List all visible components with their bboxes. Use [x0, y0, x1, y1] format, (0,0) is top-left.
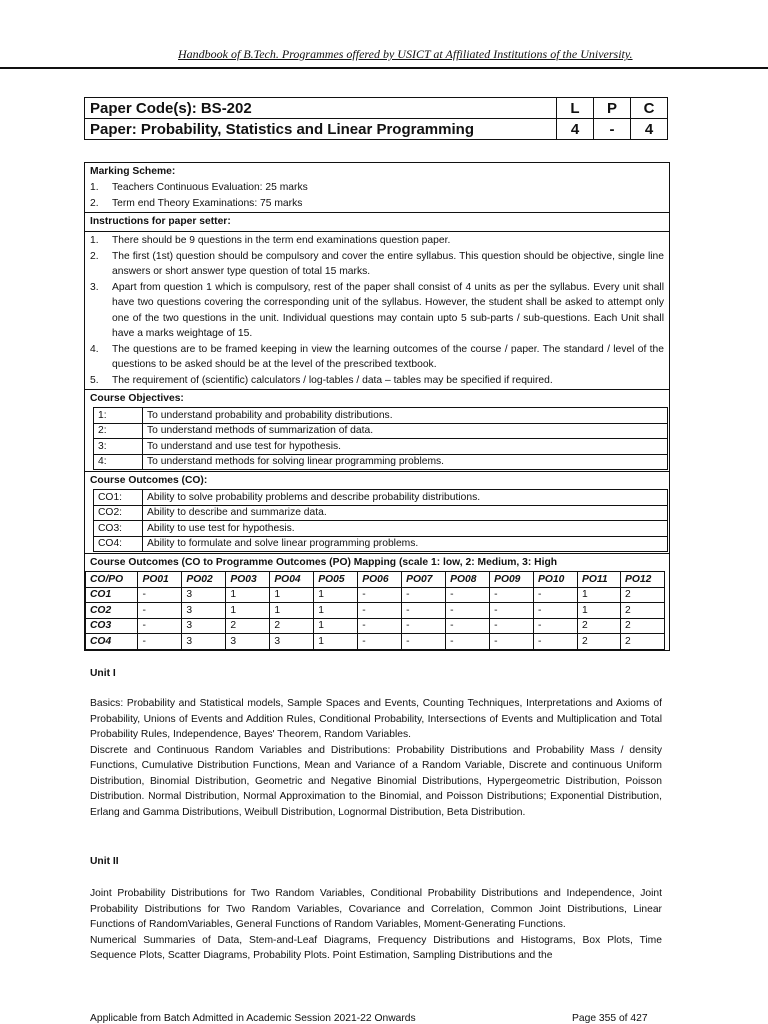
- header-rule: [0, 67, 768, 69]
- mapping-header-cell: PO09: [490, 572, 534, 588]
- unit-1-heading: Unit I: [90, 668, 116, 679]
- unit-2-body: [90, 886, 662, 964]
- marking-scheme: [85, 163, 669, 213]
- mapping-header-cell: PO08: [446, 572, 490, 588]
- mapping-cell: 1: [314, 618, 358, 634]
- mapping-cell: 1: [314, 603, 358, 619]
- outcome-row: CO1: Ability to solve probability problems and describe probability distributions.: [94, 490, 668, 506]
- mapping-header-cell: PO11: [577, 572, 620, 588]
- mapping-cell: -: [446, 603, 490, 619]
- outcome-row: CO4: Ability to formulate and solve linear programming problems.: [94, 536, 668, 552]
- mapping-cell: -: [446, 634, 490, 650]
- unit-1-paragraph-1: Basics: Probability and Statistical models, Sample Spaces and Events, Counting Techniques, Interpretations and Axioms of Probability, Unions of Events and Addition Rules, Conditional Probability, Intersections of Events and Multiplication and Total Probability Rules, Independence, Bayes' Theorem, Random Variables.: [90, 698, 662, 740]
- c-header: C: [631, 98, 668, 119]
- mapping-cell: 2: [270, 618, 314, 634]
- objectives-title: Course Objectives:: [90, 393, 184, 404]
- mapping-cell: -: [402, 618, 446, 634]
- mapping-cell: -: [490, 618, 534, 634]
- mapping-row: [86, 618, 665, 634]
- mapping-cell: -: [402, 603, 446, 619]
- instruction-item: 5. The requirement of (scientific) calculators / log-tables / data – tables may be specified if required.: [90, 374, 553, 386]
- mapping-row-label: CO3: [86, 618, 138, 634]
- objective-row: 4: To understand methods for solving linear programming problems.: [94, 454, 668, 470]
- mapping-header-row: [86, 572, 665, 588]
- mapping-header-cell: PO05: [314, 572, 358, 588]
- marking-item: 1. Teachers Continuous Evaluation: 25 marks: [90, 182, 308, 193]
- mapping-row: [86, 603, 665, 619]
- mapping-cell: 3: [182, 634, 226, 650]
- mapping-cell: -: [534, 634, 578, 650]
- outcomes-table: [93, 489, 668, 552]
- objective-row: 3: To understand and use test for hypothesis.: [94, 439, 668, 455]
- mapping-header-cell: PO06: [358, 572, 402, 588]
- mapping-header-cell: PO01: [138, 572, 182, 588]
- mapping-cell: 1: [577, 587, 620, 603]
- mapping-cell: 1: [270, 587, 314, 603]
- instructions-title-block: [85, 213, 669, 232]
- mapping-cell: 1: [226, 603, 270, 619]
- mapping-cell: -: [358, 618, 402, 634]
- paper-name: Paper: Probability, Statistics and Linear Programming: [85, 119, 557, 140]
- mapping-cell: 2: [577, 634, 620, 650]
- mapping-cell: -: [138, 603, 182, 619]
- mapping-row: [86, 634, 665, 650]
- mapping-header-cell: PO03: [226, 572, 270, 588]
- outcomes-title: Course Outcomes (CO):: [90, 475, 208, 486]
- mapping-row: [86, 587, 665, 603]
- page-header-title: Handbook of B.Tech. Programmes offered by USICT at Affiliated Institutions of the University.: [178, 47, 633, 61]
- mapping-cell: 1: [226, 587, 270, 603]
- l-value: 4: [557, 119, 594, 140]
- instruction-item: 3. Apart from question 1 which is compulsory, rest of the paper shall consist of 4 units as per the syllabus. Every unit shall have two questions covering the corresponding unit of the syllabus. However, the student shall be asked to attempt only one of the two questions in the unit. Individual questions may contain upto 5 sub-parts / sub-questions. Each Unit shall have a marks weightage of 15.: [90, 281, 664, 339]
- footer-page-number: Page 355 of 427: [572, 1013, 648, 1024]
- mapping-cell: -: [534, 603, 578, 619]
- p-value: -: [594, 119, 631, 140]
- mapping-cell: 2: [620, 618, 664, 634]
- marking-title: Marking Scheme:: [90, 166, 176, 177]
- mapping-cell: -: [534, 587, 578, 603]
- marking-item: 2. Term end Theory Examinations: 75 marks: [90, 197, 303, 209]
- mapping-header-cell: PO07: [402, 572, 446, 588]
- mapping-cell: -: [402, 634, 446, 650]
- mapping-title: Course Outcomes (CO to Programme Outcomes (PO) Mapping (scale 1: low, 2: Medium, 3: High: [90, 557, 558, 568]
- footer-applicability: Applicable from Batch Admitted in Academic Session 2021-22 Onwards: [90, 1013, 416, 1024]
- paper-code: Paper Code(s): BS-202: [85, 98, 557, 119]
- course-objectives: [85, 390, 669, 472]
- unit-2-paragraph-2: Numerical Summaries of Data, Stem-and-Leaf Diagrams, Frequency Distributions and Histograms, Box Plots, Time Sequence Plots, Scatter Diagrams, Probability Plots. Point Estimation, Sampling Distributions and the: [90, 934, 662, 961]
- mapping-cell: 1: [270, 603, 314, 619]
- l-header: L: [557, 98, 594, 119]
- mapping-header-cell: CO/PO: [86, 572, 138, 588]
- mapping-cell: -: [446, 618, 490, 634]
- mapping-cell: -: [446, 587, 490, 603]
- co-po-mapping: [85, 554, 669, 650]
- mapping-cell: 2: [620, 603, 664, 619]
- mapping-cell: 2: [620, 587, 664, 603]
- outcome-row: CO2: Ability to describe and summarize data.: [94, 505, 668, 521]
- mapping-cell: 1: [577, 603, 620, 619]
- unit-1-paragraph-2: Discrete and Continuous Random Variables and Distributions: Probability Distributions and Probability Mass / density Functions, Cumulative Distribution Functions, Mean and Variance of a Random Variable, Discrete and continuous Uniform Distribution, Binomial Distribution, Geometric and Negative Binomial Distributions, Hypergeometric Distribution, Poisson Distribution. Normal Distribution, Normal Approximation to the Binomial, and Poisson Distributions; Exponential Distribution, Erlang and Gamma Distributions, Weibull Distribution, Lognormal Distribution, Beta Distribution.: [90, 744, 662, 818]
- mapping-cell: -: [534, 618, 578, 634]
- course-outcomes: [85, 472, 669, 554]
- mapping-row-label: CO2: [86, 603, 138, 619]
- scheme-box: [84, 162, 670, 651]
- paper-code-table: [84, 97, 668, 140]
- unit-1-body: [90, 696, 662, 820]
- mapping-cell: -: [490, 603, 534, 619]
- mapping-cell: -: [138, 634, 182, 650]
- mapping-row-label: CO4: [86, 634, 138, 650]
- mapping-header-cell: PO12: [620, 572, 664, 588]
- mapping-cell: 1: [314, 634, 358, 650]
- p-header: P: [594, 98, 631, 119]
- mapping-cell: 3: [182, 587, 226, 603]
- instruction-item: 4. The questions are to be framed keeping in view the learning outcomes of the course / paper. The standard / level of the questions to be asked should be at the level of the prescribed textbook.: [90, 343, 664, 370]
- mapping-cell: -: [358, 634, 402, 650]
- objectives-table: [93, 407, 668, 470]
- mapping-cell: 3: [182, 603, 226, 619]
- mapping-cell: 1: [314, 587, 358, 603]
- objective-row: 1: To understand probability and probability distributions.: [94, 408, 668, 424]
- mapping-cell: -: [490, 634, 534, 650]
- mapping-cell: -: [490, 587, 534, 603]
- mapping-header-cell: PO02: [182, 572, 226, 588]
- mapping-cell: -: [358, 603, 402, 619]
- mapping-cell: -: [402, 587, 446, 603]
- instructions-list: [85, 232, 669, 390]
- mapping-header-cell: PO04: [270, 572, 314, 588]
- mapping-cell: 3: [270, 634, 314, 650]
- mapping-row-label: CO1: [86, 587, 138, 603]
- mapping-table: [85, 571, 665, 650]
- objective-row: 2: To understand methods of summarization of data.: [94, 423, 668, 439]
- instructions-title: Instructions for paper setter:: [90, 216, 231, 227]
- mapping-cell: 2: [226, 618, 270, 634]
- instruction-item: 1. There should be 9 questions in the term end examinations question paper.: [90, 235, 451, 246]
- mapping-cell: -: [138, 618, 182, 634]
- unit-2-heading: Unit II: [90, 856, 119, 867]
- instruction-item: 2. The first (1st) question should be compulsory and cover the entire syllabus. This question should be objective, single line answers or short answer type question of total 15 marks.: [90, 250, 664, 277]
- mapping-cell: -: [358, 587, 402, 603]
- mapping-cell: 2: [577, 618, 620, 634]
- mapping-cell: 3: [226, 634, 270, 650]
- mapping-cell: 3: [182, 618, 226, 634]
- mapping-header-cell: PO10: [534, 572, 578, 588]
- outcome-row: CO3: Ability to use test for hypothesis.: [94, 521, 668, 537]
- mapping-cell: 2: [620, 634, 664, 650]
- unit-2-paragraph-1: Joint Probability Distributions for Two Random Variables, Conditional Probability Distributions and Independence, Joint Probability Distributions for Two Random Variables, Covariance and Correlation, Common Joint Distributions, Linear Functions of RandomVariables, General Functions of Random Variables, Moment-Generating Functions.: [90, 888, 662, 930]
- mapping-cell: -: [138, 587, 182, 603]
- c-value: 4: [631, 119, 668, 140]
